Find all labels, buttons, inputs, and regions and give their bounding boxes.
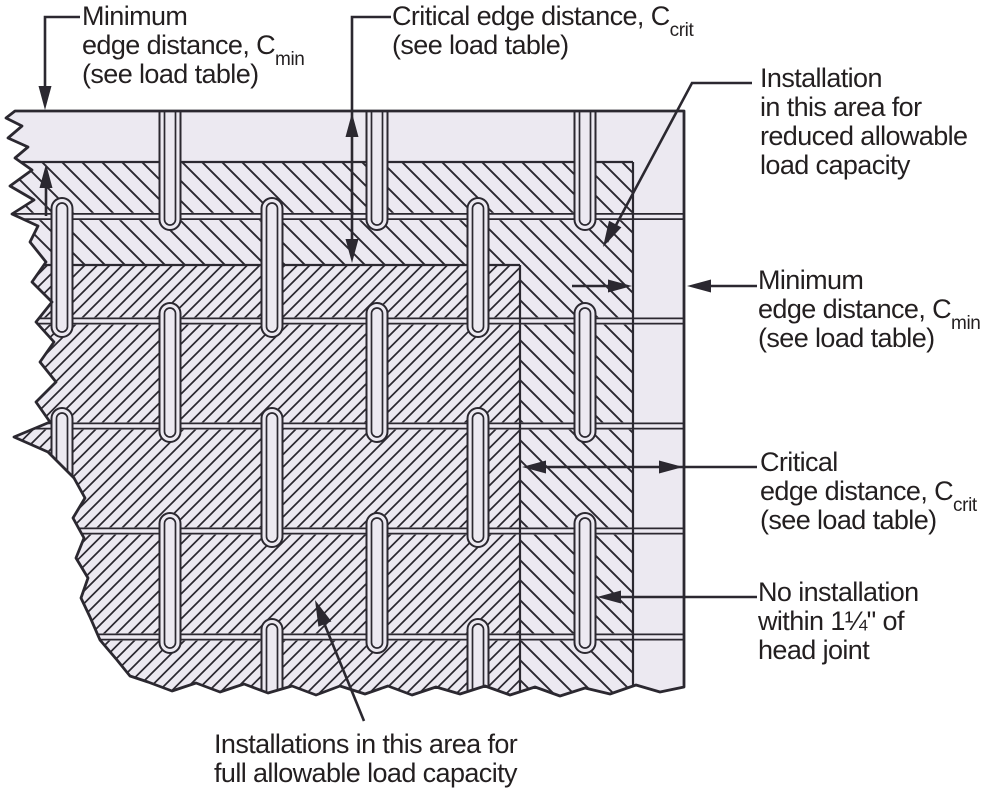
- label-line: edge distance, $C_{crit}$: [760, 476, 977, 516]
- head-joint-slot-inner: [165, 97, 176, 225]
- label-line: Installations in this area for: [214, 729, 518, 759]
- head-joint-slot-inner: [57, 624, 68, 753]
- head-joint-slot-inner: [580, 97, 591, 225]
- head-joint-slot-inner: [473, 203, 484, 332]
- label-line: Minimum: [82, 1, 188, 31]
- head-joint-slot-inner: [165, 308, 176, 437]
- label-reduced-area: [760, 64, 967, 180]
- label-top-ccrit: [392, 2, 693, 60]
- head-joint-slot-inner: [580, 308, 591, 437]
- label-line: (see load table): [82, 59, 259, 89]
- head-joint-slot-inner: [57, 413, 68, 542]
- label-line: (see load table): [760, 505, 937, 535]
- label-right-ccrit: [760, 448, 977, 535]
- label-line: Installation: [760, 63, 882, 93]
- head-joint-slot-inner: [372, 97, 383, 225]
- label-no-install: [758, 578, 919, 665]
- head-joint-slot-inner: [267, 203, 278, 332]
- label-line: (see load table): [758, 323, 935, 353]
- label-full-area: [214, 730, 517, 788]
- label-line: Critical edge distance, $C_{crit}$: [392, 1, 694, 41]
- cmin-top-leader-arrow: [39, 17, 81, 110]
- label-top-cmin: [82, 2, 304, 89]
- label-line: edge distance, $C_{min}$: [82, 30, 305, 70]
- label-line: load capacity: [760, 150, 910, 180]
- label-right-cmin: [758, 266, 980, 353]
- label-line: reduced allowable: [760, 121, 968, 151]
- label-line: head joint: [758, 635, 870, 665]
- head-joint-slot-outer: [52, 619, 73, 758]
- label-line: edge distance, $C_{min}$: [758, 294, 981, 334]
- label-line: Critical: [760, 447, 838, 477]
- label-line: (see load table): [392, 30, 569, 60]
- head-joint-slot-inner: [580, 518, 591, 648]
- label-line: within 1¼" of: [758, 606, 904, 636]
- head-joint-slot-inner: [57, 203, 68, 332]
- wall-interior: [0, 90, 700, 758]
- head-joint-slot-inner: [267, 413, 278, 542]
- label-line: in this area for: [760, 92, 922, 122]
- head-joint-slot-inner: [372, 308, 383, 437]
- label-line: full allowable load capacity: [214, 758, 517, 788]
- head-joint-slot-inner: [372, 518, 383, 648]
- label-line: Minimum: [758, 265, 864, 295]
- head-joint-slot-inner: [473, 413, 484, 542]
- label-line: No installation: [758, 577, 919, 607]
- head-joint-slot-inner: [165, 518, 176, 648]
